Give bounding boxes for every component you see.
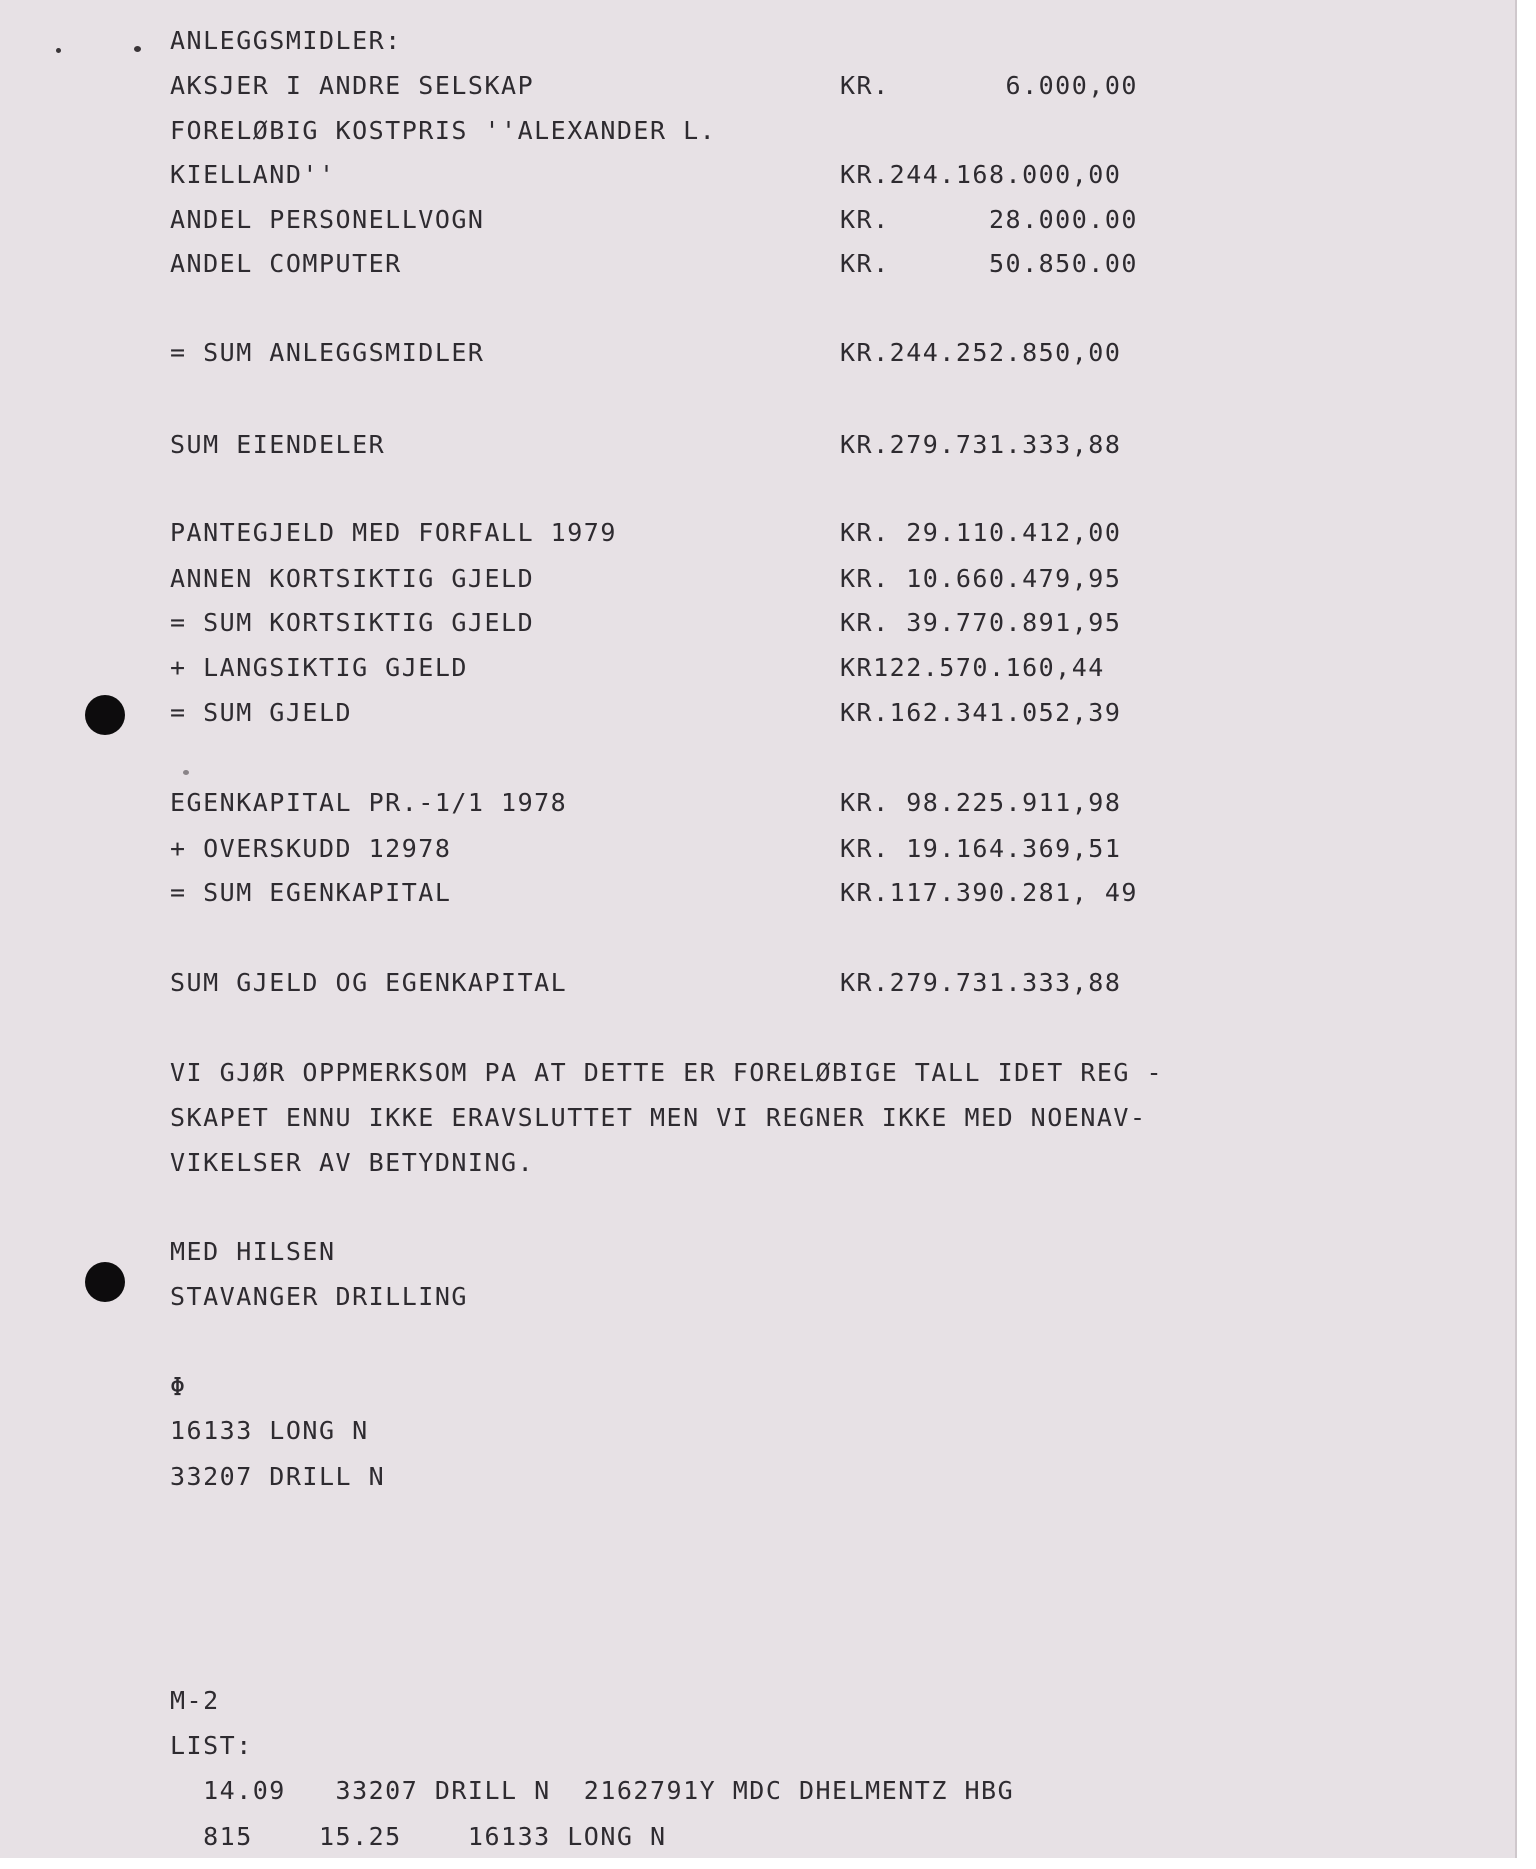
row-amount-sum-equity: KR.117.390.281, 49 xyxy=(840,878,1138,907)
row-amount-sum-fixed-assets: KR.244.252.850,00 xyxy=(840,338,1122,367)
note-line: SKAPET ENNU IKKE ERAVSLUTTET MEN VI REGNER IKKE MED NOENAV- xyxy=(170,1103,1147,1132)
row-label-other-short-term-debt: ANNEN KORTSIKTIG GJELD xyxy=(170,564,535,593)
row-amount-long-term-debt: KR122.570.160,44 xyxy=(840,653,1105,682)
page-code: M-2 xyxy=(170,1686,220,1715)
ink-speck xyxy=(134,46,141,52)
row-label-provisional-cost: FORELØBIG KOSTPRIS ''ALEXANDER L. xyxy=(170,116,717,145)
row-label-sum-debt: = SUM GJELD xyxy=(170,698,353,727)
row-label-personnel-car: ANDEL PERSONELLVOGN xyxy=(170,205,485,234)
row-amount-mortgage-debt: KR. 29.110.412,00 xyxy=(840,518,1122,547)
note-line: VI GJØR OPPMERKSOM PA AT DETTE ER FORELØBIGE TALL IDET REG - xyxy=(170,1058,1164,1087)
end-of-message-symbol: Φ xyxy=(170,1372,187,1401)
row-amount-sum-short-term-debt: KR. 39.770.891,95 xyxy=(840,608,1122,637)
punch-hole xyxy=(85,1262,125,1302)
row-amount-sum-debt: KR.162.341.052,39 xyxy=(840,698,1122,727)
row-amount-sum-debt-and-equity: KR.279.731.333,88 xyxy=(840,968,1122,997)
row-amount-sum-assets: KR.279.731.333,88 xyxy=(840,430,1122,459)
row-amount-personnel-car: KR. 28.000.00 xyxy=(840,205,1138,234)
punch-hole xyxy=(85,695,125,735)
note-line: VIKELSER AV BETYDNING. xyxy=(170,1148,535,1177)
row-label-mortgage-debt: PANTEGJELD MED FORFALL 1979 xyxy=(170,518,617,547)
row-label-surplus: + OVERSKUDD 12978 xyxy=(170,834,452,863)
ink-speck xyxy=(183,770,189,775)
row-amount-equity-opening: KR. 98.225.911,98 xyxy=(840,788,1122,817)
row-label-sum-debt-and-equity: SUM GJELD OG EGENKAPITAL xyxy=(170,968,568,997)
row-label-kielland: KIELLAND'' xyxy=(170,160,336,189)
row-label-long-term-debt: + LANGSIKTIG GJELD xyxy=(170,653,468,682)
row-label-sum-equity: = SUM EGENKAPITAL xyxy=(170,878,452,907)
answerback-sender: 16133 LONG N xyxy=(170,1416,369,1445)
row-label-sum-fixed-assets: = SUM ANLEGGSMIDLER xyxy=(170,338,485,367)
row-label-shares: AKSJER I ANDRE SELSKAP xyxy=(170,71,535,100)
sender-name: STAVANGER DRILLING xyxy=(170,1282,468,1311)
answerback-receiver: 33207 DRILL N xyxy=(170,1462,386,1491)
row-amount-surplus: KR. 19.164.369,51 xyxy=(840,834,1122,863)
assets-header: ANLEGGSMIDLER: xyxy=(170,26,402,55)
closing-greeting: MED HILSEN xyxy=(170,1237,336,1266)
row-label-sum-assets: SUM EIENDELER xyxy=(170,430,386,459)
list-line: 14.09 33207 DRILL N 2162791Y MDC DHELMENTZ HBG xyxy=(170,1776,1015,1805)
list-label: LIST: xyxy=(170,1731,253,1760)
row-amount-kielland: KR.244.168.000,00 xyxy=(840,160,1122,189)
row-label-computer: ANDEL COMPUTER xyxy=(170,249,402,278)
list-line-cut-off: 815 15.25 16133 LONG N xyxy=(170,1822,667,1851)
row-amount-shares: KR. 6.000,00 xyxy=(840,71,1138,100)
row-amount-computer: KR. 50.850.00 xyxy=(840,249,1138,278)
row-label-sum-short-term-debt: = SUM KORTSIKTIG GJELD xyxy=(170,608,535,637)
row-label-equity-opening: EGENKAPITAL PR.-1/1 1978 xyxy=(170,788,568,817)
ink-speck xyxy=(56,48,61,53)
row-amount-other-short-term-debt: KR. 10.660.479,95 xyxy=(840,564,1122,593)
